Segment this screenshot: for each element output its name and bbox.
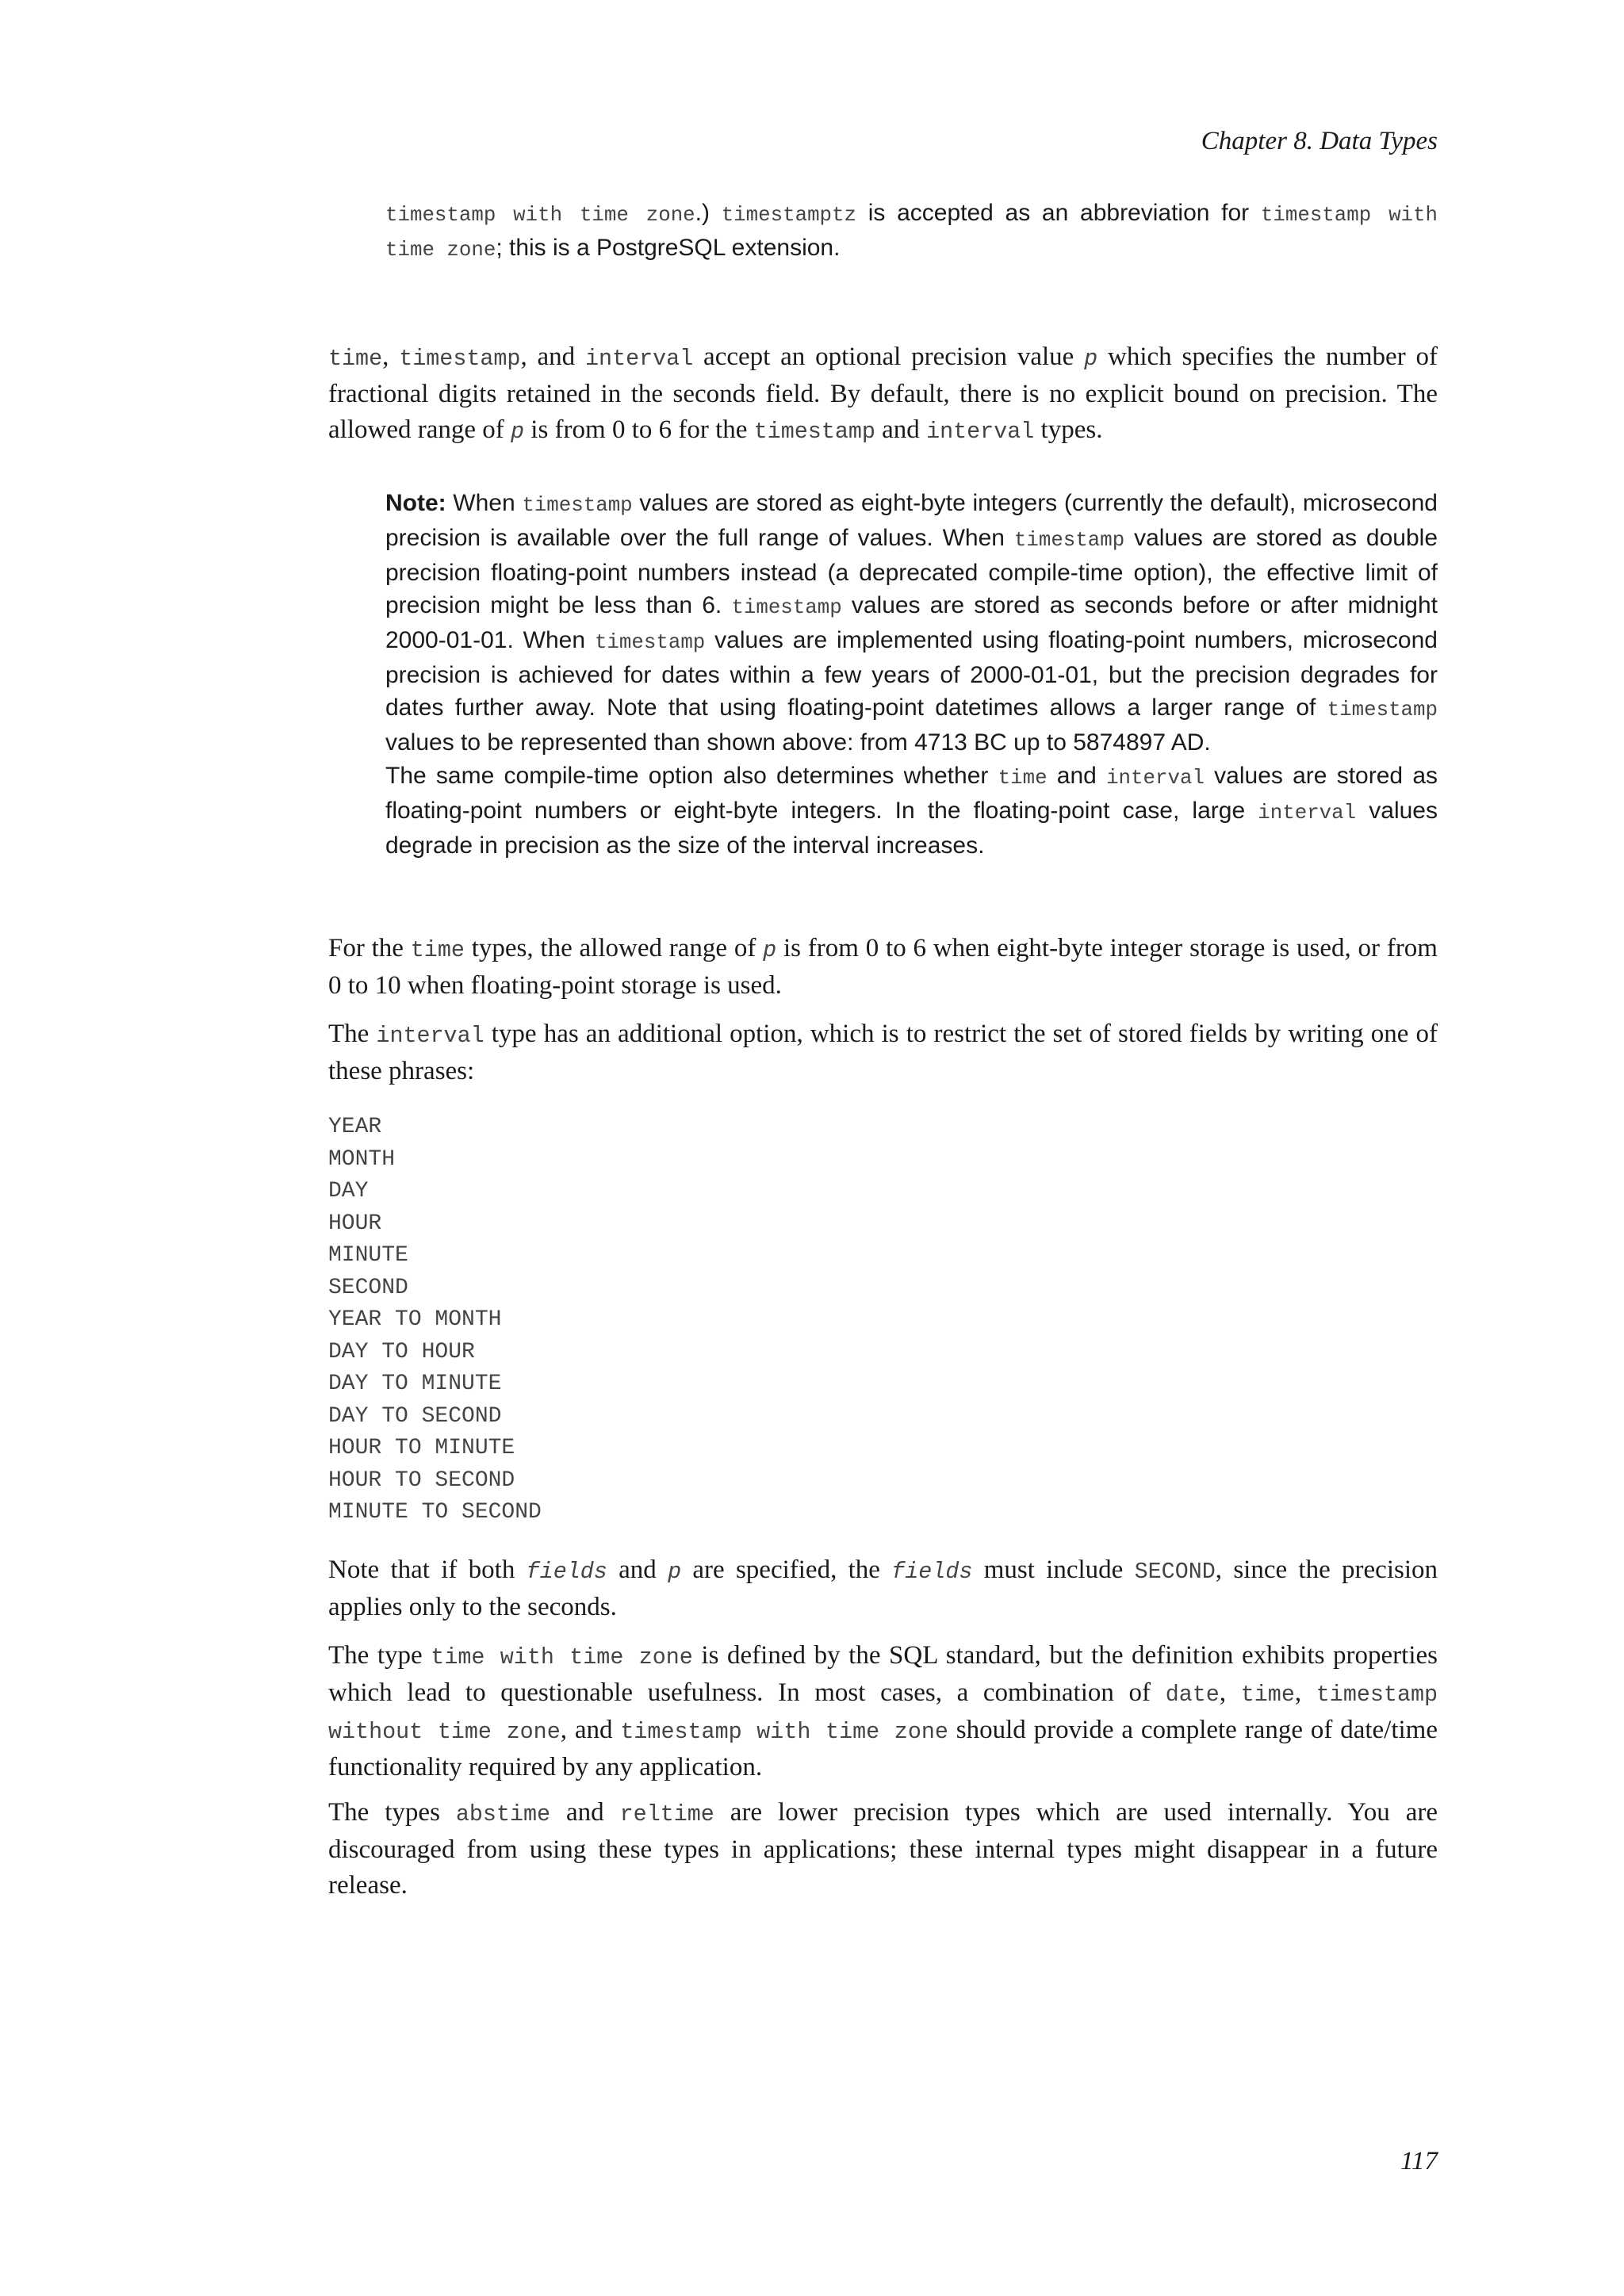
code-span: SECOND bbox=[1134, 1559, 1216, 1585]
code-span: timestamp bbox=[399, 346, 521, 372]
code-span: interval bbox=[585, 346, 694, 372]
phrase-item: HOUR bbox=[328, 1211, 382, 1236]
variable: p bbox=[1084, 346, 1098, 372]
code-span: timestamp without time zone bbox=[328, 1682, 1438, 1745]
timestamptz-paragraph: timestamp with time zone.) timestamptz is accepted as an abbreviation for timestamp with time zone; this is a PostgreSQL extension. bbox=[385, 200, 1438, 262]
code-span: timestamp bbox=[522, 494, 633, 517]
code-span: time bbox=[410, 937, 465, 963]
variable: fields bbox=[526, 1559, 607, 1585]
phrase-item: MINUTE bbox=[328, 1243, 408, 1268]
time-range-paragraph: For the time types, the allowed range of p is from 0 to 6 when eight-byte integer storage is used, or from 0 to 10 when floating-point storage is used. bbox=[328, 934, 1438, 1000]
code-span: date bbox=[1165, 1682, 1220, 1708]
code-span: interval bbox=[1106, 767, 1205, 790]
chapter-header: Chapter 8. Data Types bbox=[1201, 127, 1438, 155]
time-with-zone-paragraph: The type time with time zone is defined by the SQL standard, but the definition exhibits properties which lead to questionable usefulness. In most cases, a combination of date, time, timestamp without time zone, and timestamp with time zone should provide a complete range of date/time functionality required by any application. bbox=[328, 1641, 1438, 1781]
code-span: timestamp with time zone bbox=[385, 204, 1438, 262]
code-span: interval bbox=[926, 419, 1035, 445]
fields-note-paragraph: Note that if both fields and p are specified, the fields must include SECOND, since the precision applies only to the seconds. bbox=[328, 1556, 1438, 1621]
code-span: abstime bbox=[455, 1801, 551, 1827]
code-span: time with time zone bbox=[431, 1644, 693, 1670]
code-span: timestamptz bbox=[721, 204, 856, 227]
interval-option-paragraph: The interval type has an additional option, which is to restrict the set of stored fields by writing one of these phrases: bbox=[328, 1020, 1438, 1085]
phrase-item: SECOND bbox=[328, 1275, 408, 1300]
note-paragraph-2: The same compile-time option also determines whether time and interval values are stored as floating-point numbers or eight-byte integers. In the floating-point case, large interval values degrade in precision as the size of the interval increases. bbox=[385, 763, 1438, 859]
code-span: time bbox=[998, 767, 1048, 790]
phrase-item: MONTH bbox=[328, 1146, 396, 1172]
abstime-paragraph: The types abstime and reltime are lower precision types which are used internally. You are discouraged from using these types in applications; these internal types might disappear in a future release. bbox=[328, 1798, 1438, 1900]
precision-paragraph: time, timestamp, and interval accept an optional precision value p which specifies the number of fractional digits retained in the seconds field. By default, there is no explicit bound on precision. The allowed range of p is from 0 to 6 for the timestamp and interval types. bbox=[328, 342, 1438, 445]
code-span: timestamp with time zone bbox=[385, 204, 695, 227]
code-span: reltime bbox=[619, 1801, 714, 1827]
phrase-item: DAY bbox=[328, 1179, 369, 1203]
code-span: interval bbox=[376, 1023, 485, 1049]
code-span: timestamp bbox=[1327, 698, 1438, 721]
phrase-item: YEAR TO MONTH bbox=[328, 1307, 502, 1332]
note-paragraph: Note: When timestamp values are stored as eight-byte integers (currently the default), microsecond precision is available over the full range of values. When timestamp values are stored as double precision floating-point numbers instead (a deprecated compile-time option), the effective limit of precision might be less than 6. timestamp values are stored as seconds before or after midnight 2000-01-01. When timestamp values are implemented using floating-point numbers, microsecond precision is achieved for dates within a few years of 2000-01-01, but the precision degrades for dates further away. Note that using floating-point datetimes allows a larger range of timestamp values to be represented than shown above: from 4713 BC up to 5874897 AD. bbox=[385, 490, 1438, 756]
code-span: timestamp bbox=[753, 419, 875, 445]
variable: p bbox=[668, 1559, 682, 1585]
page-number: 117 bbox=[1400, 2147, 1438, 2175]
variable: p bbox=[763, 937, 777, 963]
interval-phrases-list bbox=[328, 1112, 542, 1529]
code-span: time bbox=[1240, 1682, 1295, 1708]
note-label: Note: bbox=[385, 490, 446, 516]
phrase-item: DAY TO SECOND bbox=[328, 1403, 502, 1429]
phrase-item: YEAR bbox=[328, 1115, 382, 1139]
variable: p bbox=[511, 419, 525, 445]
code-span: interval bbox=[1258, 802, 1357, 825]
phrase-item: MINUTE TO SECOND bbox=[328, 1500, 542, 1525]
code-span: timestamp with time zone bbox=[620, 1719, 948, 1745]
phrase-item: DAY TO HOUR bbox=[328, 1339, 475, 1364]
phrase-item: HOUR TO MINUTE bbox=[328, 1436, 515, 1460]
code-span: timestamp bbox=[1013, 529, 1125, 552]
phrase-item: HOUR TO SECOND bbox=[328, 1468, 515, 1493]
code-span: time bbox=[328, 346, 383, 372]
variable: fields bbox=[891, 1559, 973, 1585]
code-span: timestamp bbox=[594, 631, 706, 654]
phrase-item: DAY TO MINUTE bbox=[328, 1372, 502, 1396]
code-span: timestamp bbox=[731, 596, 842, 619]
